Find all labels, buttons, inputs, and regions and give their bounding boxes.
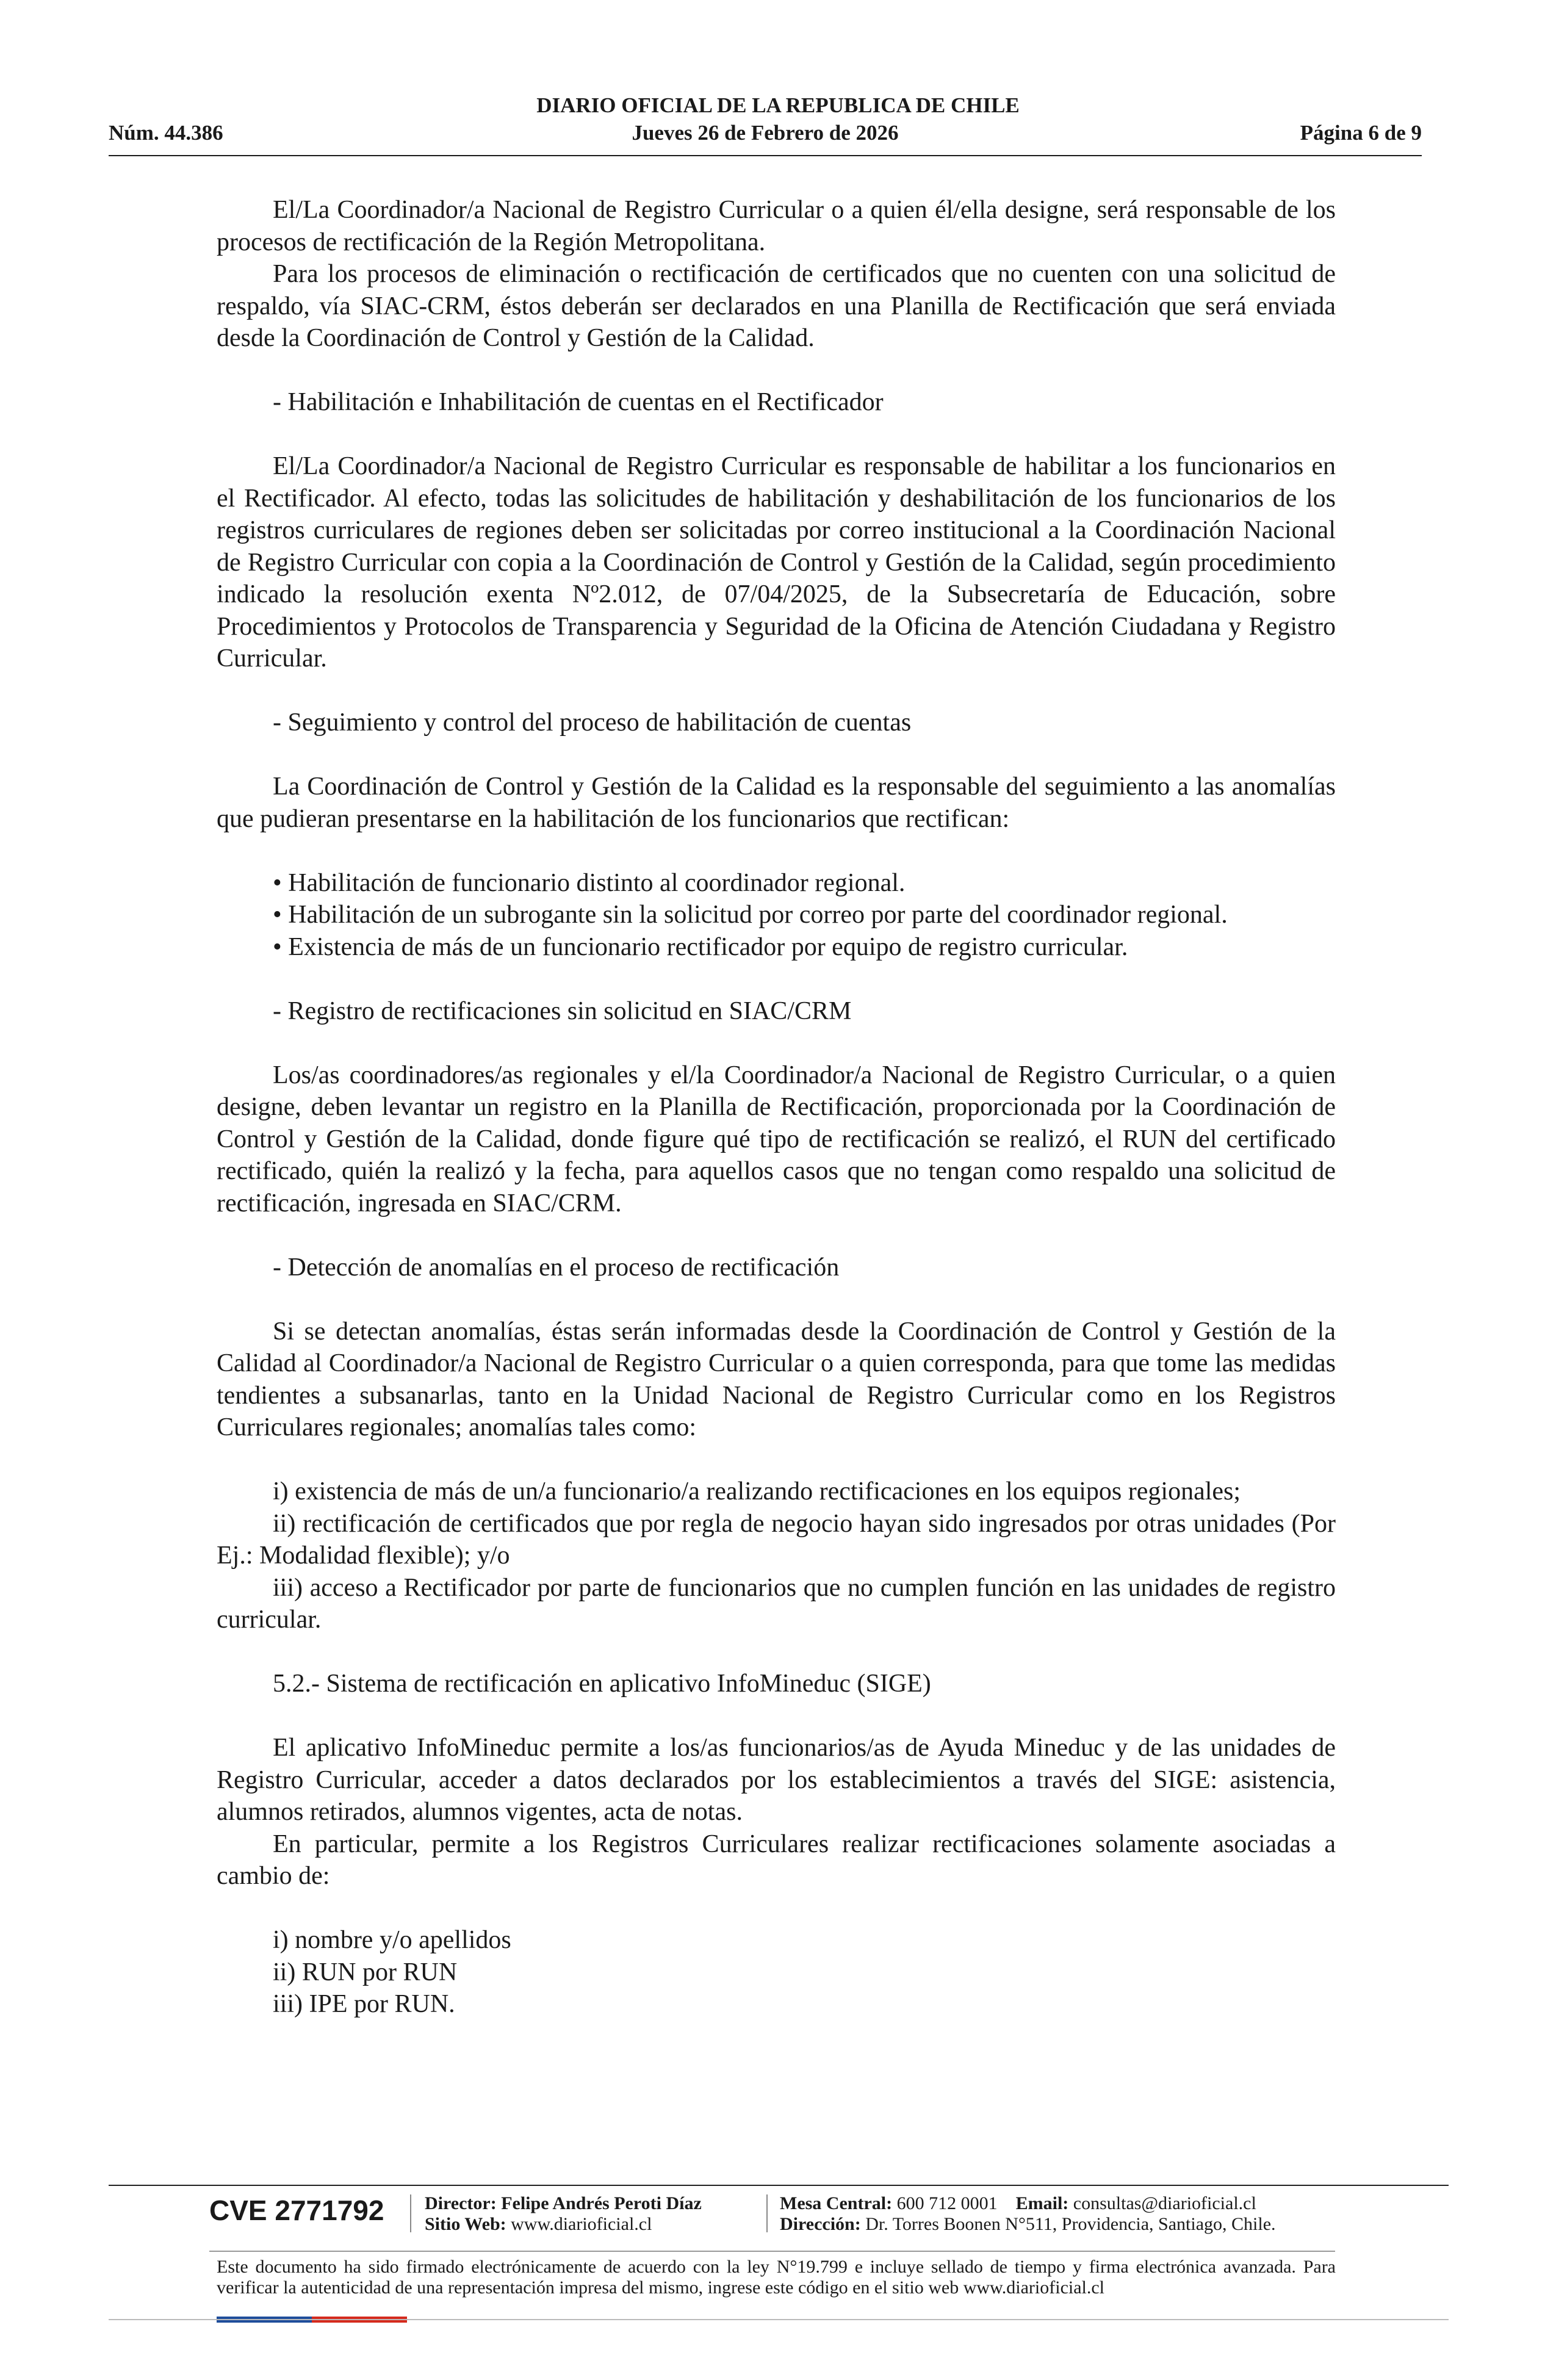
paragraph: Los/as coordinadores/as regionales y el/la Coordinador/a Nacional de Registro Curricular, o a quien designe, deben levantar un registro en la Planilla de Rectificación, proporcionada por la Coordinación de Control y Gestión de la Calidad, donde figure qué tipo de rectificación se realizó, el RUN del certificado rectificado, quién la realizó y la fecha, para aquellos casos que no tengan como respaldo una solicitud de rectificación, ingresada en SIAC/CRM. [217, 1061, 1336, 1217]
paragraph: Si se detectan anomalías, éstas serán informadas desde la Coordinación de Control y Gestión de la Calidad al Coordinador/a Nacional de Registro Curricular o a quien corresponda, para que tome las medidas tendientes a subsanarlas, tanto en la Unidad Nacional de Registro Curricular como en los Registros Curriculares regionales; anomalías tales como: [217, 1317, 1336, 1441]
email-label: Email: [1015, 2193, 1069, 2213]
issue-date: Jueves 26 de Febrero de 2026 [632, 121, 899, 145]
section-heading: 5.2.- Sistema de rectificación en aplicativo InfoMineduc (SIGE) [273, 1670, 931, 1698]
section-heading: - Seguimiento y control del proceso de habilitación de cuentas [273, 709, 912, 737]
bullet-item: • Habilitación de un subrogante sin la solicitud por correo por parte del coordinador regional. [273, 901, 1228, 929]
section-heading: - Habilitación e Inhabilitación de cuentas en el Rectificador [273, 388, 884, 416]
footer-inner-divider [209, 2251, 1335, 2252]
footer-director-block [425, 2193, 702, 2235]
footer-divider [109, 2185, 1449, 2186]
cve-code: CVE 2771792 [209, 2194, 384, 2226]
phone-number: 600 712 0001 [896, 2193, 998, 2213]
document-body [217, 194, 1336, 2021]
paragraph: Para los procesos de eliminación o rectificación de certificados que no cuenten con una solicitud de respaldo, vía SIAC-CRM, éstos deberán ser declarados en una Planilla de Rectificación que será enviada desde la Coordinación de Control y Gestión de la Calidad. [217, 260, 1336, 352]
director-name: Felipe Andrés Peroti Díaz [501, 2193, 702, 2213]
website-label: Sitio Web: [425, 2214, 506, 2234]
footer-separator [410, 2194, 411, 2232]
paragraph: En particular, permite a los Registros Curriculares realizar rectificaciones solamente asociadas a cambio de: [217, 1830, 1336, 1890]
paragraph: La Coordinación de Control y Gestión de la Calidad es la responsable del seguimiento a las anomalías que pudieran presentarse en la habilitación de los funcionarios que rectifican: [217, 773, 1336, 833]
header-divider [109, 155, 1422, 156]
email-link[interactable]: consultas@diarioficial.cl [1073, 2193, 1256, 2213]
website-link[interactable]: www.diarioficial.cl [511, 2214, 652, 2234]
footer-contact-block [780, 2193, 1276, 2235]
section-heading: - Registro de rectificaciones sin solicitud en SIAC/CRM [273, 997, 852, 1025]
list-item: iii) acceso a Rectificador por parte de funcionarios que no cumplen función en las unidades de registro curricular. [217, 1573, 1336, 1634]
address-label: Dirección: [780, 2214, 861, 2234]
address-value: Dr. Torres Boonen N°511, Providencia, Santiago, Chile. [865, 2214, 1276, 2234]
paragraph: El/La Coordinador/a Nacional de Registro Curricular o a quien él/ella designe, será responsable de los procesos de rectificación de la Región Metropolitana. [217, 196, 1336, 256]
paragraph: El/La Coordinador/a Nacional de Registro Curricular es responsable de habilitar a los funcionarios en el Rectificador. Al efecto, todas las solicitudes de habilitación y deshabilitación de los funcionarios de los registros curriculares de regiones deben ser solicitadas por correo institucional a la Coordinación Nacional de Registro Curricular con copia a la Coordinación de Control y Gestión de la Calidad, según procedimiento indicado la resolución exenta Nº2.012, de 07/04/2025, de la Subsecretaría de Educación, sobre Procedimientos y Protocolos de Transparencia y Seguridad de la Oficina de Atención Ciudadana y Registro Curricular. [217, 452, 1336, 673]
paragraph: El aplicativo InfoMineduc permite a los/as funcionarios/as de Ayuda Mineduc y de las unidades de Registro Curricular, acceder a datos declarados por los establecimientos a través del SIGE: asistencia, alumnos retirados, alumnos vigentes, acta de notas. [217, 1734, 1336, 1826]
phone-label: Mesa Central: [780, 2193, 893, 2213]
list-item: iii) IPE por RUN. [273, 1990, 455, 2018]
legal-notice: Este documento ha sido firmado electrónicamente de acuerdo con la ley N°19.799 e incluye sellado de tiempo y firma electrónica avanzada. Para verificar la autenticidad de una representación impresa del mismo, ingrese este código en el sitio web www.diarioficial.cl [217, 2257, 1336, 2298]
footer-separator [766, 2194, 768, 2232]
bullet-item: • Existencia de más de un funcionario rectificador por equipo de registro curricular. [273, 932, 1128, 961]
issue-number: Núm. 44.386 [109, 121, 223, 145]
section-heading: - Detección de anomalías en el proceso de rectificación [273, 1253, 840, 1282]
list-item: i) nombre y/o apellidos [273, 1926, 511, 1954]
bullet-item: • Habilitación de funcionario distinto al coordinador regional. [273, 868, 906, 897]
list-item: ii) RUN por RUN [273, 1958, 458, 1986]
director-label: Director: [425, 2193, 497, 2213]
list-item: ii) rectificación de certificados que por regla de negocio hayan sido ingresados por otras unidades (Por Ej.: Modalidad flexible); y/o [217, 1509, 1336, 1570]
gazette-title: DIARIO OFICIAL DE LA REPUBLICA DE CHILE [536, 93, 1020, 117]
footer-bottom-rule [109, 2319, 1449, 2320]
list-item: i) existencia de más de un/a funcionario/a realizando rectificaciones en los equipos regionales; [273, 1477, 1241, 1506]
page-number: Página 6 de 9 [1300, 121, 1422, 145]
